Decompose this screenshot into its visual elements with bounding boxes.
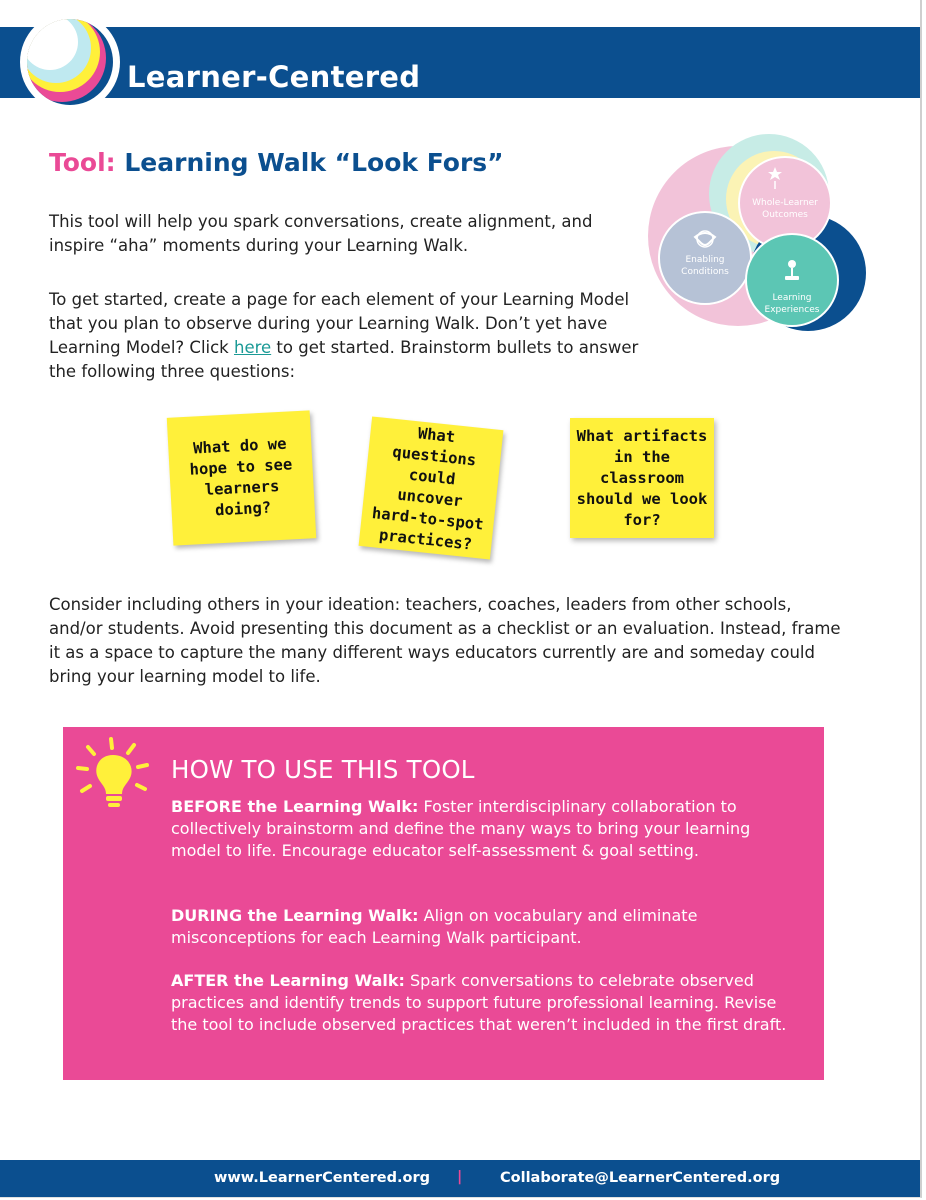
page-title xyxy=(49,148,504,177)
after-walk-item xyxy=(171,970,791,1036)
tool-label: Tool: xyxy=(49,148,116,177)
learning-model-link[interactable]: here xyxy=(233,338,272,357)
brand-name: Learner-Centered xyxy=(127,60,421,94)
before-walk-label: BEFORE the Learning Walk: xyxy=(171,797,419,816)
how-to-use-box xyxy=(63,727,824,1080)
closing-paragraph: Consider including others in your ideation: teachers, coaches, leaders from other schools, and/or students. Avoid presenting this document as a checklist or an evaluation. Instead, frame it as a space to capture the many different ways educators currently are and someday could bring your learning model to life. xyxy=(49,595,841,686)
label-learning: Learning xyxy=(772,293,812,303)
after-walk-text: Spark conversations to celebrate observed practices and identify trends to support future professional learning. Revise the tool to include observed practices that weren’t included in the first draft. xyxy=(171,971,787,1034)
intro-paragraph-1: This tool will help you spark conversations, create alignment, and inspire “aha” moments during your Learning Walk. xyxy=(49,212,593,255)
footer-separator: | xyxy=(457,1169,463,1185)
intro-text-before-link: To get started, create a page for each element of your Learning Model that you plan to observe during your Learning Walk. Don’t yet have Learning Model? Click xyxy=(49,290,630,357)
sticky-note-hope: What do we hope to see learners doing? xyxy=(167,410,317,545)
label-experiences: Experiences xyxy=(764,305,820,315)
label-outcomes: Outcomes xyxy=(762,210,808,220)
during-walk-label: DURING the Learning Walk: xyxy=(171,906,419,925)
logo-swirl-icon xyxy=(26,18,114,106)
sticky-note-artifacts: What artifacts in the classroom should we look for? xyxy=(570,418,714,538)
how-to-use-title: HOW TO USE THIS TOOL xyxy=(171,755,475,784)
footer-email-link[interactable]: Collaborate@LearnerCentered.org xyxy=(500,1170,781,1186)
after-walk-label: AFTER the Learning Walk: xyxy=(171,971,405,990)
logo[interactable] xyxy=(20,12,120,112)
before-walk-text: Foster interdisciplinary collaboration to collectively brainstorm and define the many ways to bring your learning model to life. Encourage educator self-assessment & goal setting. xyxy=(171,797,751,860)
during-walk-item xyxy=(171,905,791,949)
label-enabling: Enabling xyxy=(685,255,725,265)
header-bar xyxy=(0,27,920,113)
title-text: Learning Walk “Look Fors” xyxy=(124,148,504,177)
learning-model-diagram xyxy=(644,133,870,333)
lightbulb-icon xyxy=(75,735,155,815)
label-conditions: Conditions xyxy=(681,267,729,277)
intro-text-after-link: to get started. Brainstorm bullets to answer the following three questions: xyxy=(49,338,639,381)
during-walk-text: Align on vocabulary and eliminate misconceptions for each Learning Walk participant. xyxy=(171,906,698,947)
sticky-note-questions: What questions could uncover hard-to-spot practices? xyxy=(359,416,504,559)
label-whole-learner: Whole-Learner xyxy=(752,198,818,208)
intro-paragraph-2 xyxy=(49,288,644,384)
footer-bar xyxy=(0,1160,920,1197)
footer-website-link[interactable]: www.LearnerCentered.org xyxy=(214,1170,431,1186)
before-walk-item xyxy=(171,796,791,862)
brand-subtitle: COLLABORATIVE xyxy=(130,97,395,113)
